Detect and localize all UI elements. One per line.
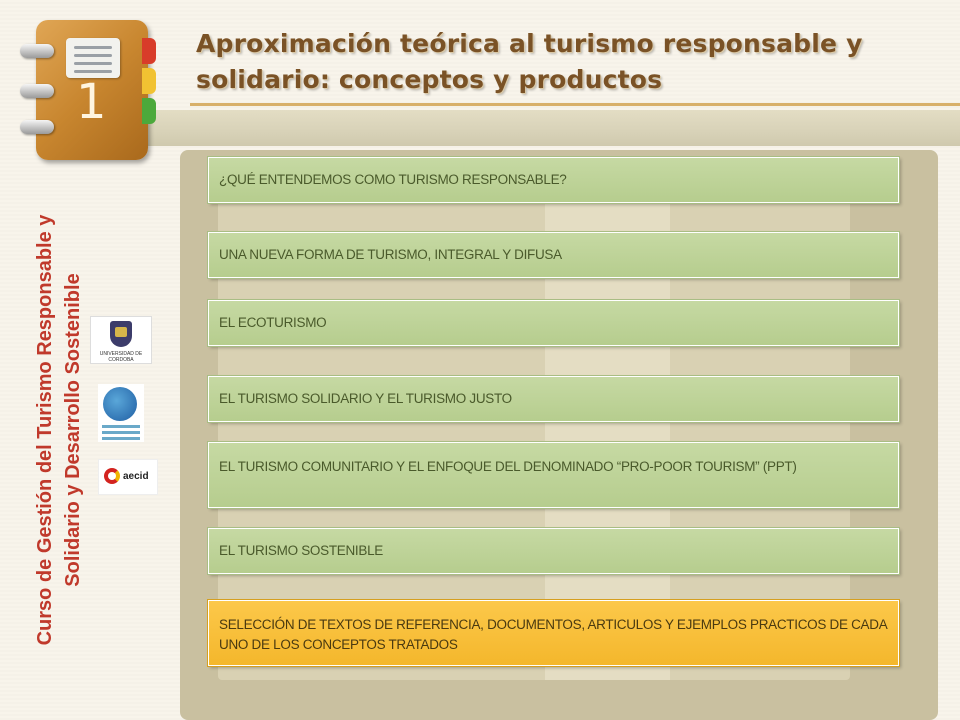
aecid-label: aecid bbox=[123, 471, 149, 482]
notebook-number: 1 bbox=[76, 74, 107, 130]
globe-icon bbox=[103, 387, 137, 421]
logo-bar bbox=[102, 437, 140, 440]
university-caption: UNIVERSIDAD DE CORDOBA bbox=[99, 351, 143, 363]
notebook-icon bbox=[14, 16, 164, 166]
list-item-turismo-responsable[interactable]: ¿QUÉ ENTENDEMOS COMO TURISMO RESPONSABLE? bbox=[208, 157, 899, 203]
aecid-c-icon bbox=[104, 468, 120, 484]
notebook-tab-red bbox=[142, 38, 156, 64]
list-item-nueva-forma[interactable]: UNA NUEVA FORMA DE TURISMO, INTEGRAL Y DIFUSA bbox=[208, 232, 899, 278]
list-item-turismo-solidario[interactable]: EL TURISMO SOLIDARIO Y EL TURISMO JUSTO bbox=[208, 376, 899, 422]
title-rule bbox=[190, 103, 960, 106]
university-logo bbox=[90, 316, 152, 364]
notebook-tab-yellow bbox=[142, 68, 156, 94]
list-item-seleccion-textos[interactable]: SELECCIÓN DE TEXTOS DE REFERENCIA, DOCUMENTOS, ARTICULOS Y EJEMPLOS PRACTICOS DE CADA UNO DE LOS CONCEPTOS TRATADOS bbox=[208, 600, 899, 666]
notebook-note bbox=[66, 38, 120, 78]
course-title: Curso de Gestión del Turismo Responsable y Solidario y Desarrollo Sostenible bbox=[34, 214, 84, 646]
list-item-turismo-comunitario[interactable]: EL TURISMO COMUNITARIO Y EL ENFOQUE DEL DENOMINADO “PRO-POOR TOURISM” (PPT) bbox=[208, 442, 899, 508]
shield-icon bbox=[110, 321, 132, 347]
ring-icon bbox=[20, 84, 54, 98]
title-band bbox=[148, 110, 960, 146]
list-item-ecoturismo[interactable]: EL ECOTURISMO bbox=[208, 300, 899, 346]
aecid-logo bbox=[98, 459, 158, 495]
page-title: Aproximación teórica al turismo responsable y solidario: conceptos y productos bbox=[196, 29, 863, 94]
logo-bar bbox=[102, 425, 140, 428]
list-item-turismo-sostenible[interactable]: EL TURISMO SOSTENIBLE bbox=[208, 528, 899, 574]
ring-icon bbox=[20, 44, 54, 58]
logo-bar bbox=[102, 431, 140, 434]
ring-icon bbox=[20, 120, 54, 134]
aecid-mundo-logo bbox=[98, 384, 144, 442]
notebook-tab-green bbox=[142, 98, 156, 124]
